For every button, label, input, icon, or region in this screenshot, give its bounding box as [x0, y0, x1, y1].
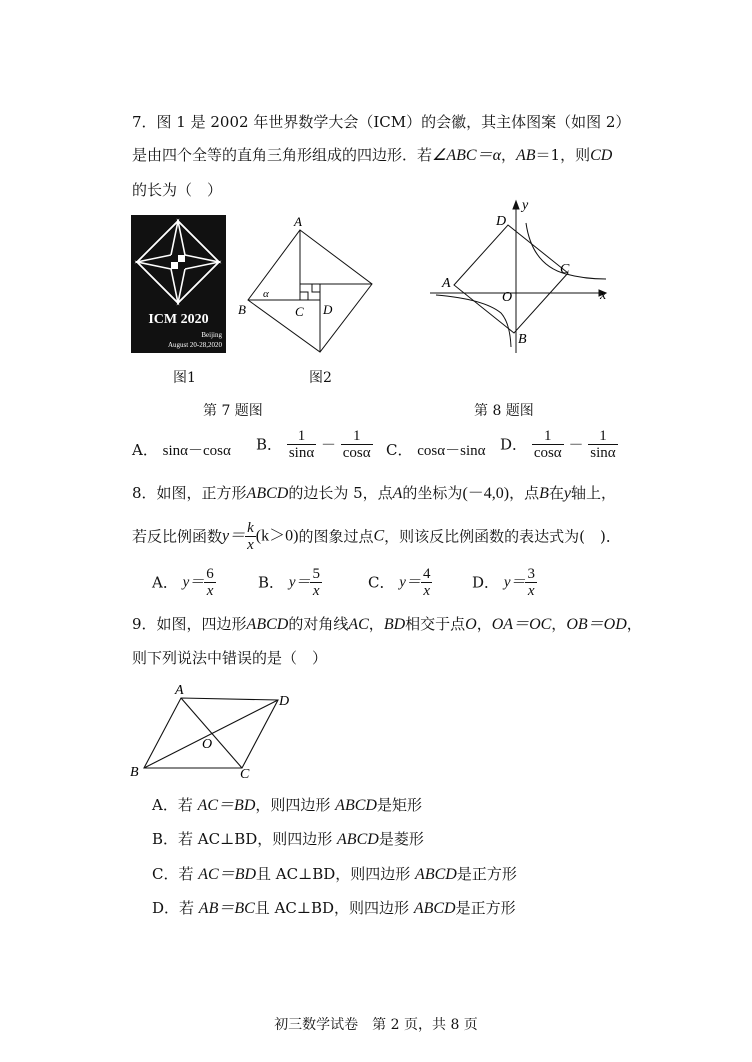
q7-text2: ＝1，则: [535, 146, 591, 164]
q9-text: 9．如图，四边形: [132, 615, 247, 633]
frac-den: x: [247, 537, 254, 553]
q8-text: ，点: [509, 484, 540, 502]
q7-line2: [132, 145, 612, 166]
q8-label-o: O: [502, 290, 513, 305]
q9-line2: 则下列说法中错误的是（ ）: [132, 649, 328, 667]
q7-line1: 7．图 1 是 2002 年世界数学大会（ICM）的会徽，其主体图案（如图 2）: [132, 113, 631, 131]
icm-title: ICM 2020: [148, 312, 209, 327]
q8-figure: [426, 195, 616, 355]
q7-option-d-frac1: [532, 428, 564, 461]
q9-option-b: [152, 829, 424, 850]
q8-text: 轴上，: [571, 484, 617, 502]
q9-option-math: AC＝BD: [197, 797, 256, 814]
fig2-label-d: D: [323, 302, 333, 317]
q8-label-b: B: [518, 332, 527, 347]
q9-ac: AC: [348, 616, 369, 633]
q9-oa-oc: OA＝OC: [491, 616, 552, 633]
q8-y-axis: y: [563, 485, 572, 502]
frac-den: x: [206, 583, 214, 599]
icm-logo: [131, 215, 226, 353]
q8-coordinate: (－4,0): [462, 485, 510, 502]
fig2-label-alpha: α: [263, 288, 269, 300]
q8-option-frac: [310, 566, 322, 599]
q7-cd: CD: [590, 147, 613, 164]
q7-option-c-text: cosα－sinα: [417, 443, 486, 459]
q9-option-text: 且 AC⊥BD，则四边形: [254, 899, 414, 917]
q9-option-a: [152, 795, 422, 816]
q8-option-frac: [204, 566, 216, 599]
q7-option-b: [256, 428, 373, 461]
q8-text: ，则该反比例函数的表达式为( )．: [384, 527, 621, 546]
frac-den: x: [527, 583, 535, 599]
q9-abcd: ABCD: [246, 616, 289, 633]
q8-label-c: C: [560, 262, 570, 277]
q9-bd: BD: [383, 616, 406, 633]
q9-option-abcd: ABCD: [415, 866, 457, 883]
q9-option-text: 是矩形: [376, 796, 422, 814]
q8-text: 的边长为 5，点: [288, 484, 393, 502]
q7-option-d-label: D．: [500, 435, 528, 454]
q9-o: O: [465, 616, 477, 633]
q9-text: ，: [476, 615, 492, 633]
q8-label-x: x: [600, 288, 607, 303]
q8-option-d: [472, 566, 537, 599]
frac-num: 6: [206, 566, 214, 582]
q7-option-b-label: B．: [256, 435, 283, 454]
fig2-label-a: A: [294, 214, 302, 229]
q9-option-text: A．若: [152, 796, 198, 814]
q8-text: 的坐标为: [402, 484, 463, 502]
q9-figure: [126, 680, 306, 780]
q7-option-d-frac2: [588, 428, 617, 461]
frac-num: 1: [532, 428, 564, 445]
q8-k-frac: [245, 520, 256, 553]
frac-num: 1: [588, 428, 617, 445]
q8-option-label: D．: [472, 573, 500, 592]
q8-text: 在: [548, 484, 564, 502]
q7-text: 是由四个全等的直角三角形组成的四边形．若: [132, 146, 433, 164]
frac-num: k: [247, 520, 254, 536]
q9-text: 的对角线: [288, 615, 349, 633]
frac-num: 1: [341, 428, 373, 445]
q7-option-a-label: A．: [132, 441, 158, 459]
q8-option-label: A．: [152, 573, 178, 592]
q9-text: ，: [551, 615, 567, 633]
frac-den: x: [423, 583, 431, 599]
minus: －: [568, 435, 584, 454]
minus: －: [320, 435, 336, 454]
q8-line2: [132, 520, 621, 553]
q9-option-text: C．若: [152, 865, 199, 883]
q7-comma: ，: [500, 146, 516, 164]
fig2-label-c: C: [295, 304, 304, 319]
icm-city: Beijing: [201, 331, 222, 339]
icm-date: August 20-28,2020: [167, 341, 222, 349]
q8-label-a: A: [442, 276, 451, 291]
page-footer: 初三数学试卷 第 2 页，共 8 页: [274, 1017, 478, 1033]
q8-option-y: y＝: [399, 574, 421, 591]
q8-figure-caption: 第 8 题图: [474, 403, 534, 419]
q9-option-c: [152, 864, 517, 885]
q7-option-c-label: C．: [386, 441, 413, 459]
q8-option-a: [152, 566, 216, 599]
q9-option-text: 是正方形: [456, 865, 517, 883]
q8-label-d: D: [496, 214, 507, 229]
q7-ab: AB: [516, 147, 536, 164]
q9-option-math: AC＝BD: [198, 866, 257, 883]
frac-den: x: [312, 583, 320, 599]
q8-label-y: y: [522, 198, 529, 213]
q9-option-text: D．若: [152, 899, 199, 917]
frac-num: 4: [422, 566, 431, 582]
q9-option-text: 是菱形: [378, 830, 424, 848]
q9-text: ，: [626, 615, 642, 633]
frac-num: 5: [312, 566, 320, 582]
q8-point-c: C: [373, 527, 385, 545]
q9-ob-od: OB＝OD: [566, 616, 627, 633]
q8-option-frac: [525, 566, 537, 599]
frac-den: sinα: [288, 445, 315, 461]
q8-condition: (k＞0): [255, 527, 299, 545]
q9-option-text: ，则四边形: [255, 796, 336, 814]
fig2-label-b: B: [238, 302, 246, 317]
frac-den: cosα: [533, 445, 562, 461]
q8-option-y: y＝: [182, 574, 205, 591]
q9-option-text: 且 AC⊥BD，则四边形: [256, 865, 416, 883]
q7-option-a: [132, 440, 231, 461]
q9-label-o: O: [202, 737, 213, 752]
q7-line3: 的长为（ ）: [132, 181, 223, 199]
frac-num: 3: [527, 566, 535, 582]
q8-option-y: y＝: [288, 574, 311, 591]
q7-angle: ∠ABC＝α: [432, 147, 501, 164]
frac-num: 1: [287, 428, 316, 445]
q7-option-c: [386, 440, 485, 461]
q7-option-b-frac1: [287, 428, 316, 461]
q8-option-label: C．: [368, 573, 395, 592]
q8-point-b: B: [539, 485, 549, 502]
q9-label-b: B: [130, 765, 139, 780]
q9-option-math: AB＝BC: [198, 900, 255, 917]
q8-option-frac: [421, 566, 433, 599]
q7-option-b-frac2: [341, 428, 373, 461]
q9-text: ，: [368, 615, 384, 633]
q7-option-a-text: sinα－cosα: [162, 443, 231, 459]
q8-option-y: y＝: [503, 574, 526, 591]
q8-option-b: [258, 566, 322, 599]
q8-text: 若反比例函数: [132, 527, 223, 546]
q9-option-abcd: ABCD: [335, 797, 377, 814]
q8-text: 的图象过点: [298, 527, 374, 546]
fig2-caption: 图2: [309, 370, 332, 386]
q7-figure-caption: 第 7 题图: [203, 403, 263, 419]
q7-option-d: [500, 428, 618, 461]
q8-line1: [132, 483, 616, 504]
q8-y-eq: y＝: [222, 527, 246, 545]
q9-option-text: B．若 AC⊥BD，则四边形: [152, 830, 338, 848]
q9-label-c: C: [240, 767, 250, 780]
q7-fig2: [232, 212, 382, 362]
q9-text: 相交于点: [405, 615, 466, 633]
q9-option-abcd: ABCD: [337, 831, 379, 848]
fig1-caption: 图1: [173, 370, 196, 386]
q9-label-d: D: [279, 694, 290, 709]
frac-den: cosα: [342, 445, 371, 461]
q8-option-c: [368, 566, 432, 599]
q8-option-label: B．: [258, 573, 285, 592]
q9-option-text: 是正方形: [455, 899, 516, 917]
q9-line1: [132, 614, 642, 635]
q9-option-d: [152, 898, 516, 919]
q8-point-a: A: [392, 485, 403, 502]
q9-label-a: A: [175, 683, 184, 698]
q8-text: 8．如图，正方形: [132, 484, 247, 502]
frac-den: sinα: [590, 445, 616, 461]
q9-option-abcd: ABCD: [413, 900, 456, 917]
q8-abcd: ABCD: [246, 485, 289, 502]
